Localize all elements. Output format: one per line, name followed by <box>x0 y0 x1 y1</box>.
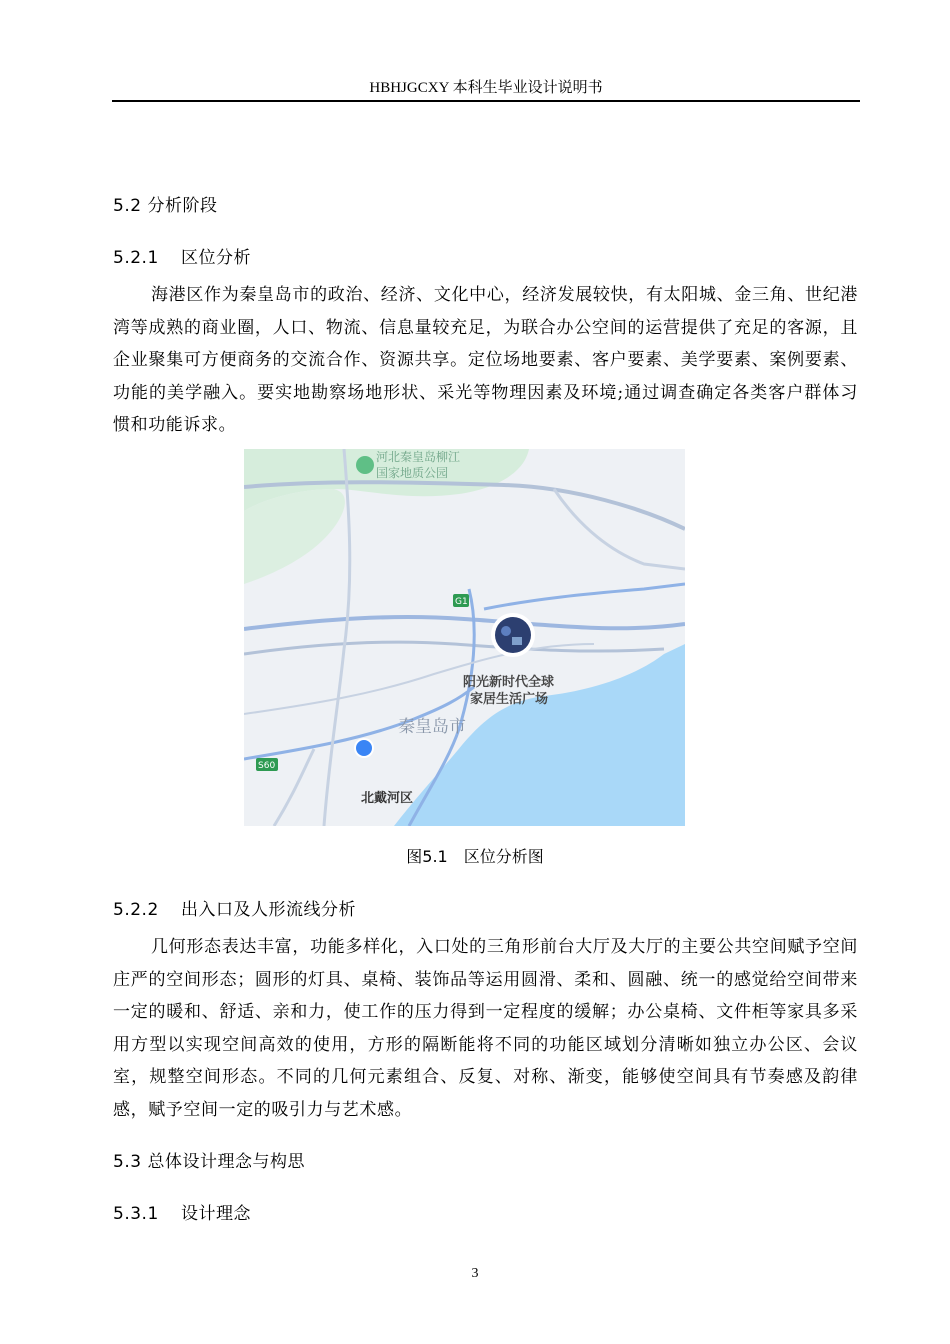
poi-label: 家居生活广场 <box>470 692 549 707</box>
section-title: 设计理念 <box>181 1204 251 1224</box>
current-location-marker[interactable] <box>356 740 372 756</box>
highway-s60-label: S60 <box>258 761 276 771</box>
section-heading-5-2-1 <box>113 243 251 268</box>
map-park-label: 河北秦皇岛柳江 <box>376 450 461 464</box>
map-svg <box>244 449 685 826</box>
section-heading-5-2: 5.2 分析阶段 <box>113 196 218 216</box>
page-number: 3 <box>471 1266 479 1281</box>
poi-photo-detail <box>512 637 522 645</box>
paragraph-location-analysis: 海港区作为秦皇岛市的政治、经济、文化中心，经济发展较快，有太阳城、金三角、世纪港湾等成熟的商业圈，人口、物流、信息量较充足，为联合办公空间的运营提供了充足的客源，且企业聚集可方便商务的交流合作、资源共享。定位场地要素、客户要素、美学要素、案例要素、功能的美学融入。要实地勘察场地形状、采光等物理因素及环境;通过调查确定各类客户群体习惯和功能诉求。 <box>113 285 858 435</box>
section-number: 5.2.1 <box>113 248 159 268</box>
section-title: 出入口及人形流线分析 <box>181 900 356 920</box>
section-heading-5-2-2 <box>113 895 356 920</box>
location-map <box>244 449 685 826</box>
section-number: 5.2.2 <box>113 900 159 920</box>
poi-photo-icon[interactable] <box>495 617 531 653</box>
section-heading-5-3: 5.3 总体设计理念与构思 <box>113 1152 305 1172</box>
section-title: 区位分析 <box>181 248 251 268</box>
poi-photo-detail <box>501 626 511 636</box>
section-number: 5.3.1 <box>113 1204 159 1224</box>
map-park-label: 国家地质公园 <box>376 466 449 480</box>
district-label: 北戴河区 <box>361 791 414 806</box>
poi-label: 阳光新时代全球 <box>463 675 555 690</box>
header-rule <box>112 100 860 102</box>
park-icon <box>356 456 374 474</box>
page-header: HBHJGCXY 本科生毕业设计说明书 <box>369 80 603 96</box>
section-heading-5-3-1 <box>113 1199 251 1224</box>
highway-g1-label: G1 <box>455 597 468 607</box>
paragraph-circulation-analysis: 几何形态表达丰富，功能多样化，入口处的三角形前台大厅及大厅的主要公共空间赋予空间庄严的空间形态；圆形的灯具、桌椅、装饰品等运用圆滑、柔和、圆融、统一的感觉给空间带来一定的暖和、舒适、亲和力，使工作的压力得到一定程度的缓解；办公桌椅、文件柜等家具多采用方型以实现空间高效的使用，方形的隔断能将不同的功能区域划分清晰如独立办公区、会议室，规整空间形态。不同的几何元素组合、反复、对称、渐变，能够使空间具有节奏感及韵律感，赋予空间一定的吸引力与艺术感。 <box>113 937 858 1120</box>
figure-caption: 图5.1 区位分析图 <box>406 847 544 866</box>
city-label: 秦皇岛市 <box>398 717 466 737</box>
